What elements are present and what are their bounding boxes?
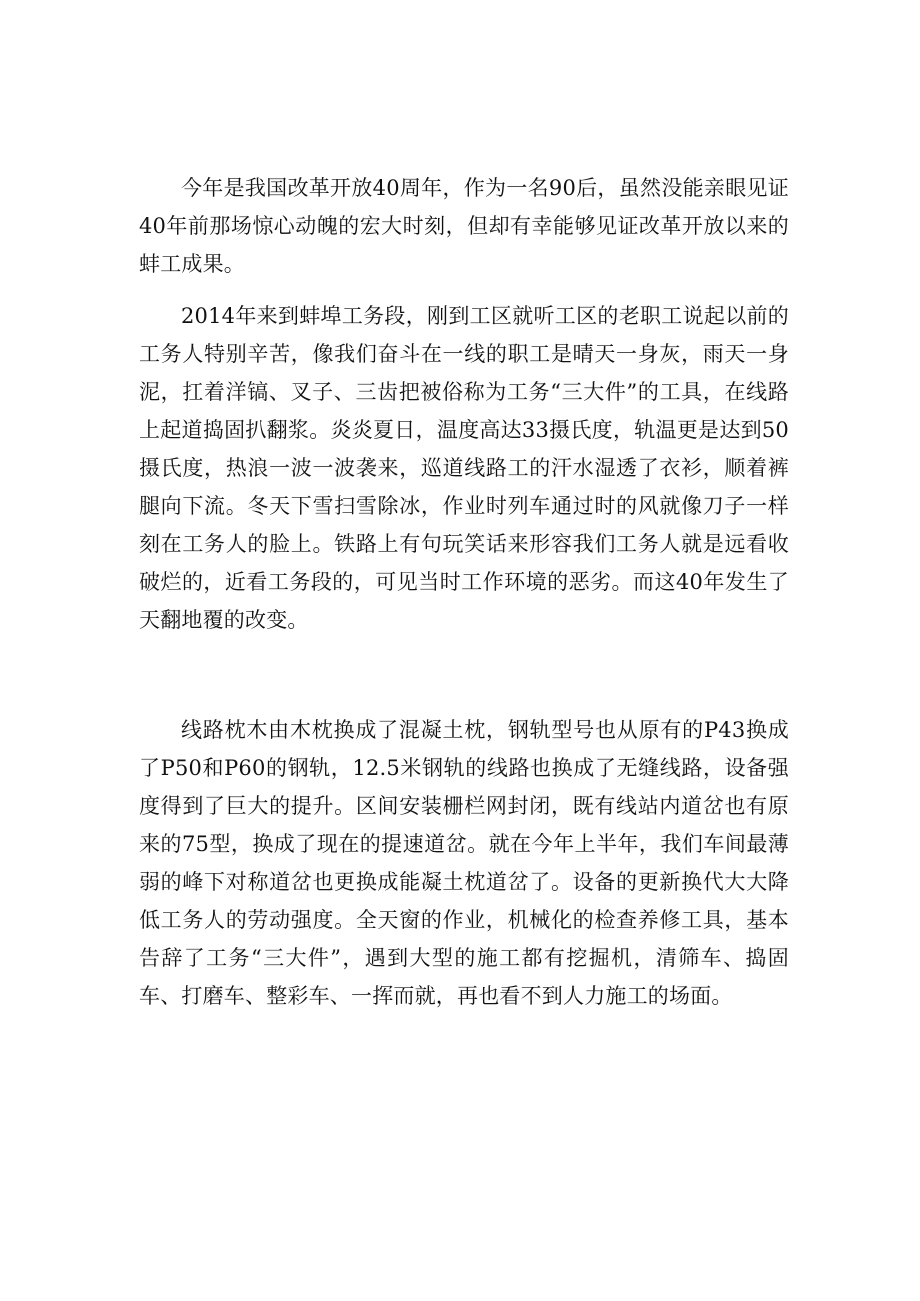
paragraph-3: 线路枕木由木枕换成了混凝土枕，钢轨型号也从原有的P43换成了P50和P60的钢轨，12.5米钢轨的线路也换成了无缝线路，设备强度得到了巨大的提升。区间安装栅栏网封闭，既有线站内道岔也有原来的75型，换成了现在的提速道岔。就在今年上半年，我们车间最薄弱的峰下对称道岔也更换成能凝土枕道岔了。设备的更新换代大大降低工务人的劳动强度。全天窗的作业，机械化的检查养修工具，基本告辞了工务“三大件”，遇到大型的施工都有挖掘机，清筛车、捣固车、打磨车、整彩车、一挥而就，再也看不到人力施工的场面。 (139, 718, 789, 1008)
paragraph-2: 2014年来到蚌埠工务段，刚到工区就听工区的老职工说起以前的工务人特别辛苦，像我们奋斗在一线的职工是晴天一身灰，雨天一身泥，扛着洋镐、叉子、三齿把被俗称为工务“三大件”的工具，在线路上起道捣固扒翻浆。炎炎夏日，温度高达33摄氏度，轨温更是达到50摄氏度，热浪一波一波袭来，巡道线路工的汗水湿透了衣衫，顺着裤腿向下流。冬天下雪扫雪除冰，作业时列车通过时的风就像刀子一样刻在工务人的脸上。铁路上有句玩笑话来形容我们工务人就是远看收破烂的，近看工务段的，可见当时工作环境的恶劣。而这40年发生了天翻地覆的改变。 (139, 304, 789, 632)
paragraph-1: 今年是我国改革开放40周年，作为一名90后，虽然没能亲眼见证40年前那场惊心动魄的宏大时刻，但却有幸能够见证改革开放以来的蚌工成果。 (139, 176, 789, 276)
